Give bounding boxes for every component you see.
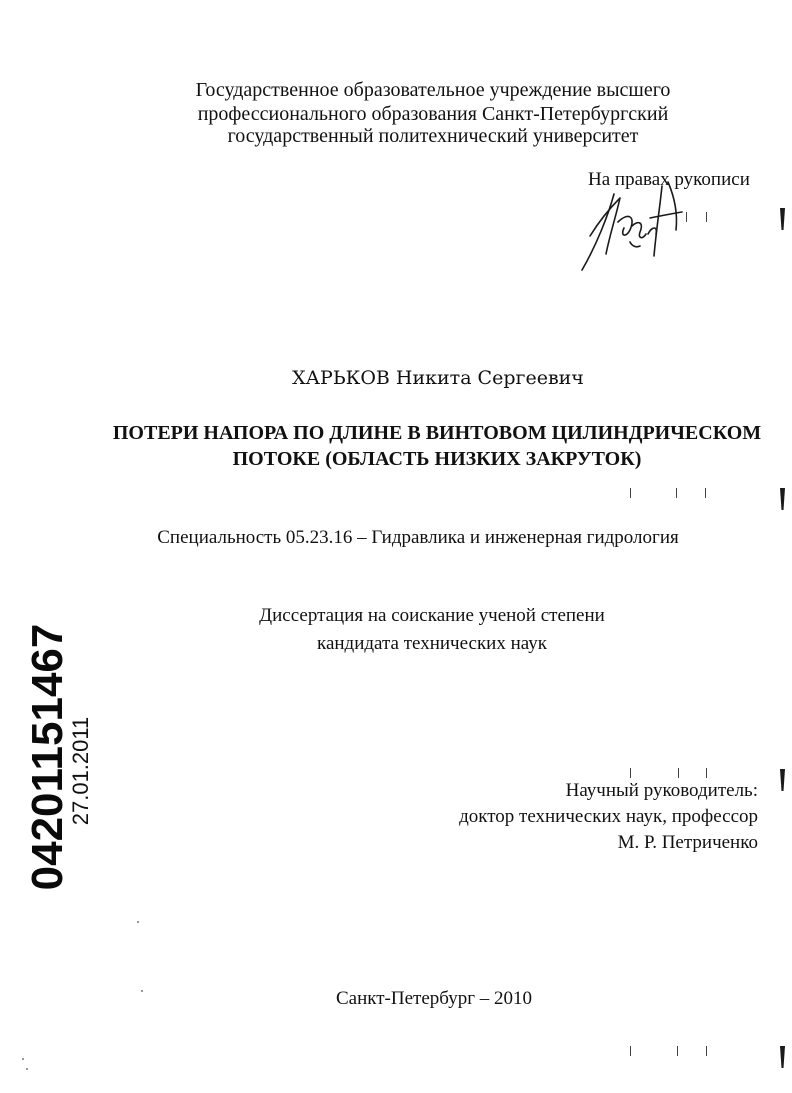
scan-speck <box>22 1058 24 1060</box>
institution-line-1: Государственное образовательное учреждение высшего <box>195 79 671 101</box>
scan-tick <box>630 488 631 498</box>
supervisor-name: М. Р. Петриченко <box>617 832 758 853</box>
scan-tick <box>705 488 706 498</box>
scan-tick <box>706 1046 707 1056</box>
scan-tick <box>706 212 707 222</box>
scan-mark <box>780 769 785 791</box>
scan-tick <box>630 1046 631 1056</box>
dissertation-line-1: Диссертация на соискание ученой степени <box>259 605 605 626</box>
institution-line-3: государственный политехнический университет <box>227 125 639 147</box>
handwritten-signature <box>570 176 700 276</box>
thesis-title-line-2: ПОТОКЕ (ОБЛАСТЬ НИЗКИХ ЗАКРУТОК) <box>232 448 642 470</box>
scan-speck <box>137 921 139 923</box>
thesis-title-line-1: ПОТЕРИ НАПОРА ПО ДЛИНЕ В ВИНТОВОМ ЦИЛИНДРИЧЕСКОМ <box>112 422 762 444</box>
library-stamp-date: 27.01.2011 <box>68 716 93 826</box>
dissertation-line-2: кандидата технических наук <box>317 633 547 654</box>
library-stamp-number: 04201151467 <box>23 623 72 891</box>
supervisor-degree: доктор технических наук, профессор <box>459 806 758 827</box>
scan-mark <box>780 1046 785 1068</box>
scan-tick <box>678 768 679 778</box>
scan-tick <box>630 768 631 778</box>
place-and-year: Санкт-Петербург – 2010 <box>335 988 532 1009</box>
scan-tick <box>686 212 687 222</box>
institution-line-2: профессионального образования Санкт-Петербургский <box>197 103 669 125</box>
scan-tick <box>677 1046 678 1056</box>
scan-mark <box>780 488 785 510</box>
scan-speck <box>141 990 143 992</box>
manuscript-rights-label: На правах рукописи <box>588 169 750 190</box>
specialty: Специальность 05.23.16 – Гидравлика и инженерная гидрология <box>157 527 679 548</box>
scan-speck <box>26 1068 28 1070</box>
scan-mark <box>780 208 785 230</box>
scan-tick <box>706 768 707 778</box>
supervisor-label: Научный руководитель: <box>565 780 758 801</box>
scan-tick <box>676 488 677 498</box>
author-name: ХАРЬКОВ Никита Сергеевич <box>292 367 584 389</box>
